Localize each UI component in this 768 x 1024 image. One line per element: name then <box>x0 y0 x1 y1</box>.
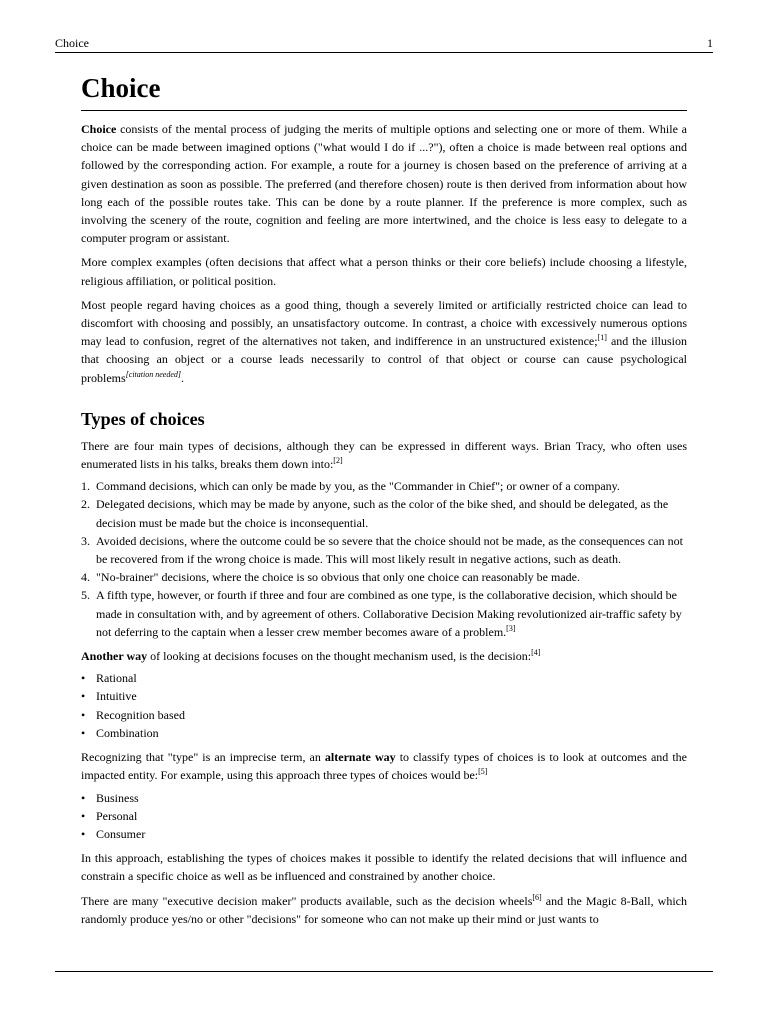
alternate-text-2: to classify types of choices is to look at outcomes and the impacted entity. For example, using this approach three types of choices would be: <box>81 750 687 783</box>
list-number: 4. <box>81 570 90 585</box>
decision-type-text: Command decisions, which can only be made by you, as the "Commander in Chief"; or owner of a company. <box>96 479 620 494</box>
alternate-way-paragraph <box>81 748 687 784</box>
mechanism-item-text: Combination <box>96 725 159 740</box>
intro-text: consists of the mental process of judging the merits of multiple options and selecting one or more of them. While a choice can be made between imagined options ("what would I do if ...?"), often a choice is made between real options and followed by the corresponding action. For example, a route for a journey is chosen based on the preference of arriving at a given destination as soon as possible. The preferred (and therefore chosen) route is then derived from information about how long each of the possible routes take. This can be done by a route planner. If the preference is more complex, such as involving the scenery of the route, cognition and feeling are more intertwined, and the choice is less easy to delegate to a computer program or assistant. <box>81 122 687 246</box>
types-intro-paragraph <box>81 437 687 473</box>
decision-type-item <box>81 477 687 495</box>
reference-1[interactable]: [1] <box>597 333 607 343</box>
intro-term: Choice <box>81 122 117 136</box>
alternate-way-term: alternate way <box>324 750 396 765</box>
decision-type-item <box>81 532 687 568</box>
section-heading-types: Types of choices <box>81 408 205 429</box>
decision-type-text: "No-brainer" decisions, where the choice is so obvious that only one choice can reasonably be made. <box>96 570 580 585</box>
decision-types-list <box>81 477 687 641</box>
bullet-icon: • <box>81 671 86 686</box>
article-body <box>81 70 687 928</box>
decision-maker-paragraph <box>81 892 687 928</box>
list-number: 5. <box>81 588 90 603</box>
decision-maker-text-1: There are many "executive decision maker" products available, such as the decision wheels <box>81 893 533 908</box>
another-way-paragraph <box>81 647 687 665</box>
choices-text-1: Most people regard having choices as a good thing, though a severely limited or artificially restricted choice can lead to discomfort with choosing and possibly, an unsatisfactory outcome. In contrast, a choice with excessively numerous options may lead to confusion, regret of the alternatives not taken, and indifference in an unstructured existence; <box>81 297 687 349</box>
bullet-icon: • <box>81 707 86 722</box>
header-title: Choice <box>55 36 89 50</box>
bullet-icon: • <box>81 826 86 841</box>
choices-paragraph <box>81 296 687 387</box>
bullet-icon: • <box>81 790 86 805</box>
mechanism-item <box>81 669 687 687</box>
bullet-icon: • <box>81 808 86 823</box>
intro-paragraph <box>81 120 687 247</box>
decision-type-text: A fifth type, however, or fourth if three and four are combined as one type, is the collaborative decision, which should be made in consultation with, and by agreement of others. Collaborative Decision Making revolutionized air-traffic safety by not deferring to the captain when a lesser crew member becomes aware of a problem. <box>96 588 682 639</box>
footer-rule <box>55 971 713 972</box>
mechanism-item-text: Rational <box>96 671 137 686</box>
another-way-text: of looking at decisions focuses on the thought mechanism used, is the decision: <box>147 649 532 664</box>
types-intro-text: There are four main types of decisions, although they can be expressed in different ways. Brian Tracy, who often uses enumerated lists in his talks, breaks them down into: <box>81 438 687 472</box>
choices-text-2: and the illusion that choosing an object or a course leads necessarily to control of that object or course can cause psychological problems <box>81 334 687 385</box>
reference-5[interactable]: [5] <box>478 767 488 777</box>
entity-item <box>81 789 687 807</box>
entity-item-text: Consumer <box>96 826 146 841</box>
alternate-text-1: Recognizing that "type" is an imprecise term, an <box>81 750 325 765</box>
reference-4[interactable]: [4] <box>531 648 541 658</box>
decision-maker-text-2: and the Magic 8-Ball, which randomly produce yes/no or other "decisions" for someone who can not make up their mind or just wants to <box>81 893 687 926</box>
decision-type-item <box>81 586 687 641</box>
list-number: 1. <box>81 479 90 494</box>
citation-needed[interactable] <box>126 370 181 379</box>
mechanism-item-text: Recognition based <box>96 707 185 722</box>
choices-text-end: . <box>181 370 184 385</box>
reference-6[interactable]: [6] <box>532 892 542 902</box>
mechanism-item <box>81 687 687 705</box>
mechanism-item <box>81 706 687 724</box>
approach-paragraph: In this approach, establishing the types of choices makes it possible to identify the related decisions that will influence and constrain a specific choice as well as be influenced and constrained by another choice. <box>81 851 687 884</box>
bullet-icon: • <box>81 689 86 704</box>
page-title: Choice <box>81 70 687 111</box>
entity-item <box>81 807 687 825</box>
reference-2[interactable]: [2] <box>333 456 343 466</box>
entity-list <box>81 789 687 844</box>
entity-item-text: Personal <box>96 808 138 823</box>
complex-examples-paragraph: More complex examples (often decisions that affect what a person thinks or their core beliefs) include choosing a lifestyle, religious affiliation, or political position. <box>81 255 687 288</box>
mechanism-item-text: Intuitive <box>96 689 137 704</box>
entity-item-text: Business <box>96 790 139 805</box>
running-header <box>55 36 713 53</box>
list-number: 3. <box>81 533 90 548</box>
decision-type-item <box>81 495 687 531</box>
decision-type-text: Delegated decisions, which may be made by anyone, such as the color of the bike shed, and should be delegated, as the decision must be made but the choice is inconsequential. <box>96 497 669 530</box>
another-way-term: Another way <box>81 649 148 664</box>
mechanism-item <box>81 724 687 742</box>
page-number: 1 <box>707 36 713 50</box>
decision-type-text: Avoided decisions, where the outcome could be so severe that the choice should not be made, as the consequences can not be recovered from if the wrong choice is made. This will most likely result in negative actions, such as death. <box>96 533 683 567</box>
list-number: 2. <box>81 497 90 512</box>
mechanism-list <box>81 669 687 742</box>
bullet-icon: • <box>81 725 86 740</box>
decision-type-item <box>81 568 687 586</box>
citation-needed-text: [citation needed] <box>125 369 181 379</box>
reference-3[interactable]: [3] <box>506 623 516 633</box>
entity-item <box>81 825 687 843</box>
